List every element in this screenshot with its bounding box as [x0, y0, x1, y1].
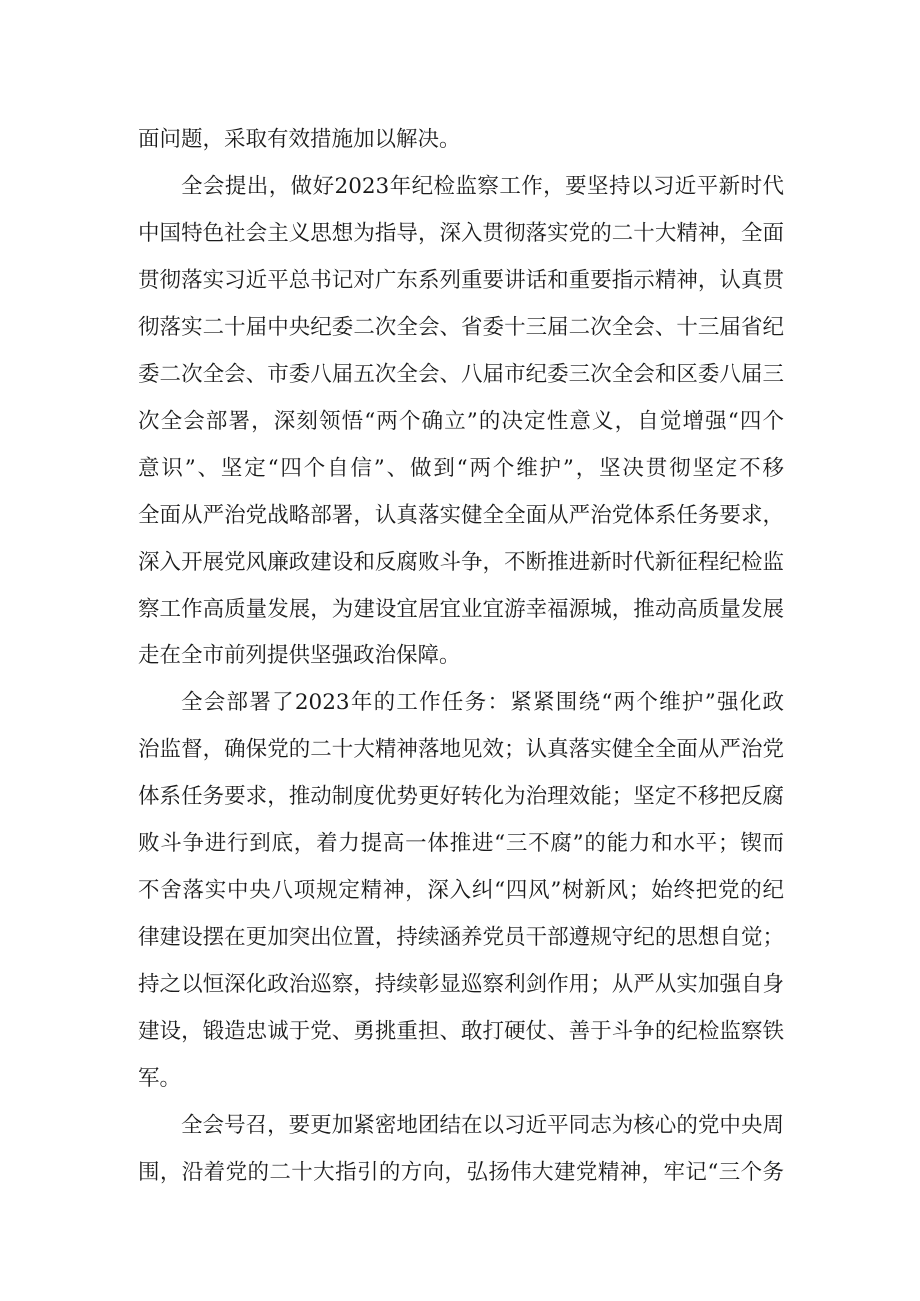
text-line: 律建设摆在更加突出位置，持续涵养党员干部遵规守纪的思想自觉；: [138, 925, 784, 951]
text-line: 贯彻落实习近平总书记对广东系列重要讲话和重要指示精神，认真贯: [138, 267, 784, 293]
text-line: 体系任务要求，推动制度优势更好转化为治理效能；坚定不移把反腐: [138, 784, 784, 810]
text-line: 军。: [138, 1066, 182, 1091]
text-line: 持之以恒深化政治巡察，持续彰显巡察利剑作用；从严从实加强自身: [138, 972, 784, 998]
text-line: 委二次全会、市委八届五次全会、八届市纪委三次全会和区委八届三: [138, 361, 784, 387]
text-line: 全面从严治党战略部署，认真落实健全全面从严治党体系任务要求，: [138, 502, 784, 528]
text-line: 彻落实二十届中央纪委二次全会、省委十三届二次全会、十三届省纪: [138, 314, 784, 340]
text-line: 次全会部署，深刻领悟“两个确立”的决定性意义，自觉增强“四个: [138, 408, 784, 434]
text-line: 全会提出，做好2023年纪检监察工作，要坚持以习近平新时代: [181, 173, 784, 199]
text-line: 不舍落实中央八项规定精神，深入纠“四风”树新风；始终把党的纪: [138, 878, 784, 904]
text-line: 治监督，确保党的二十大精神落地见效；认真落实健全全面从严治党: [138, 737, 784, 763]
text-line: 全会号召，要更加紧密地团结在以习近平同志为核心的党中央周: [181, 1112, 784, 1138]
text-line: 败斗争进行到底，着力提高一体推进“三不腐”的能力和水平；锲而: [138, 831, 784, 857]
text-line: 全会部署了2023年的工作任务：紧紧围绕“两个维护”强化政: [181, 690, 784, 716]
text-line: 走在全市前列提供坚强政治保障。: [138, 643, 461, 669]
text-line: 建设，锻造忠诚于党、勇挑重担、敢打硬仗、善于斗争的纪检监察铁: [138, 1019, 784, 1045]
text-line: 围，沿着党的二十大指引的方向，弘扬伟大建党精神，牢记“三个务: [138, 1159, 784, 1185]
text-line: 面问题，采取有效措施加以解决。: [138, 127, 461, 152]
text-line: 察工作高质量发展，为建设宜居宜业宜游幸福源城，推动高质量发展: [138, 596, 784, 622]
text-line: 意识”、坚定“四个自信”、做到“两个维护”，坚决贯彻坚定不移: [138, 455, 784, 481]
text-line: 中国特色社会主义思想为指导，深入贯彻落实党的二十大精神，全面: [138, 220, 784, 246]
text-line: 深入开展党风廉政建设和反腐败斗争，不断推进新时代新征程纪检监: [138, 549, 784, 575]
